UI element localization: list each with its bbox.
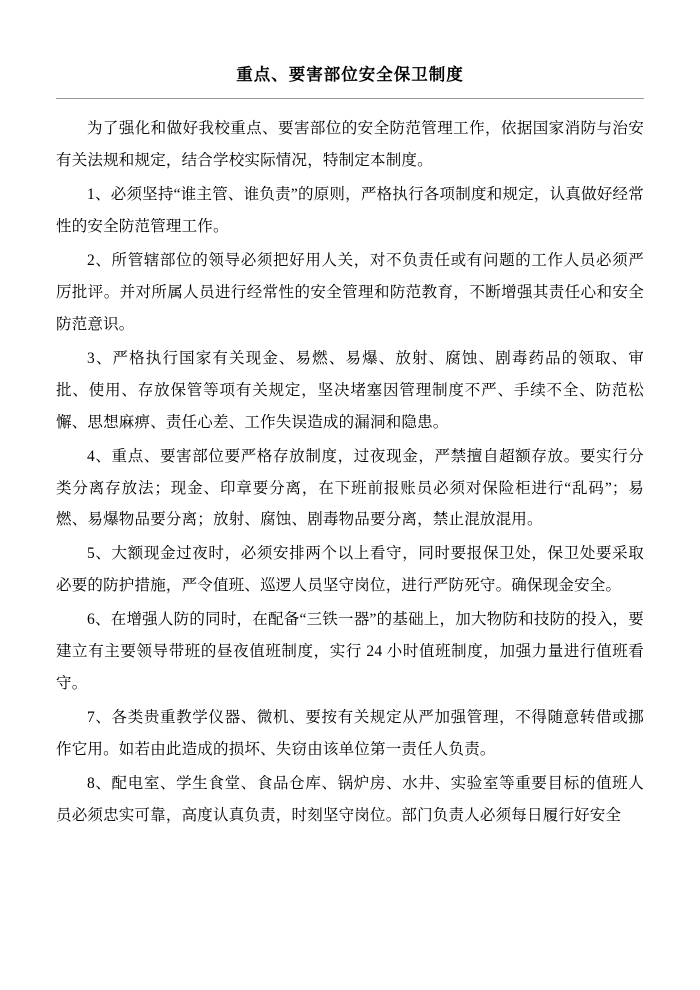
page-title: 重点、要害部位安全保卫制度 [236, 66, 464, 84]
paragraph-item-8: 8、配电室、学生食堂、食品仓库、锅炉房、水井、实验室等重要目标的值班人员必须忠实可靠，高度认真负责，时刻坚守岗位。部门负责人必须每日履行好安全 [56, 774, 644, 824]
paragraph-item-5: 5、大额现金过夜时，必须安排两个以上看守，同时要报保卫处，保卫处要采取必要的防护措施，严令值班、巡逻人员坚守岗位，进行严防死守。确保现金安全。 [56, 545, 644, 595]
paragraph-item-4: 4、重点、要害部位要严格存放制度，过夜现金，严禁擅自超额存放。要实行分类分离存放法；现金、印章要分离，在下班前报账员必须对保险柜进行“乱码”；易燃、易爆物品要分离；放射、腐蚀、剧毒物品要分离，禁止混放混用。 [56, 447, 644, 529]
document-body [56, 113, 644, 831]
paragraph-item-3: 3、严格执行国家有关现金、易燃、易爆、放射、腐蚀、剧毒药品的领取、审批、使用、存放保管等项有关规定，坚决堵塞因管理制度不严、手续不全、防范松懈、思想麻痹、责任心差、工作失误造成的漏洞和隐患。 [56, 349, 644, 431]
paragraph-item-1: 1、必须坚持“谁主管、谁负责”的原则，严格执行各项制度和规定，认真做好经常性的安全防范管理工作。 [56, 186, 644, 236]
paragraph-item-7: 7、各类贵重教学仪器、微机、要按有关规定从严加强管理，不得随意转借或挪作它用。如若由此造成的损坏、失窃由该单位第一责任人负责。 [56, 708, 644, 758]
paragraph-item-6: 6、在增强人防的同时，在配备“三铁一器”的基础上，加大物防和技防的投入，要建立有主要领导带班的昼夜值班制度，实行 24 小时值班制度，加强力量进行值班看守。 [56, 611, 644, 693]
paragraph-item-2: 2、所管辖部位的领导必须把好用人关，对不负责任或有问题的工作人员必须严厉批评。并对所属人员进行经常性的安全管理和防范教育，不断增强其责任心和安全防范意识。 [56, 252, 644, 333]
title-divider [56, 98, 644, 99]
paragraph-intro: 为了强化和做好我校重点、要害部位的安全防范管理工作，依据国家消防与治安有关法规和规定，结合学校实际情况，特制定本制度。 [56, 120, 644, 170]
